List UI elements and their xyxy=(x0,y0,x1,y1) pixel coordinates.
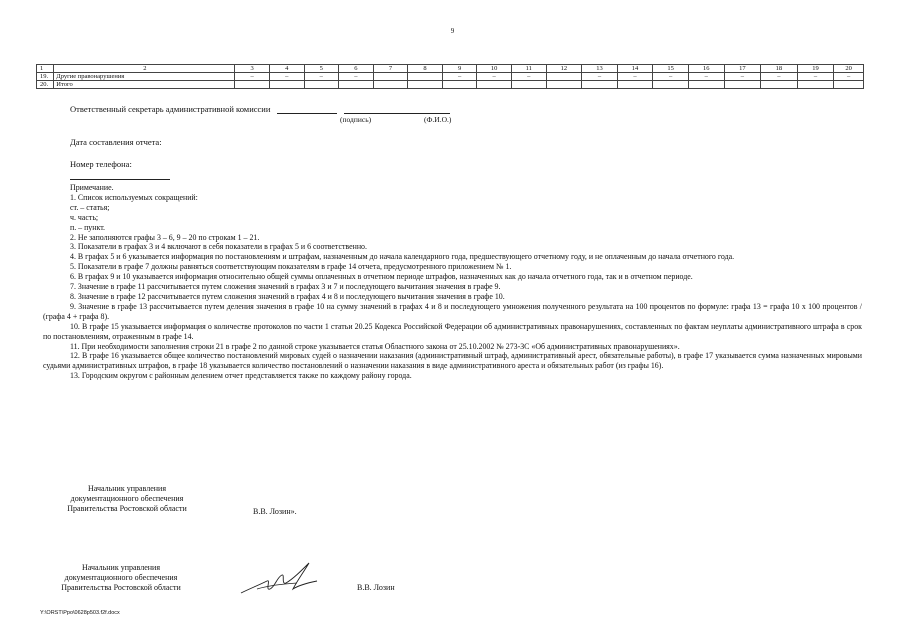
table-cell xyxy=(477,81,512,89)
note-6: 6. В графах 9 и 10 указывается информация относительно общей суммы оплаченных в отчетном периоде штрафов, назначенных как до начала отчетного года, так и в отчетном периоде. xyxy=(70,272,693,282)
table-cell: – xyxy=(834,73,864,81)
column-number: 1 xyxy=(37,65,54,73)
note-12: 12. В графе 16 указывается общее количество постановлений мировых судей о назначении наказания (административный штраф, административный арест, обязательные работы), в графе 17 указывается сумма назначенных мировыми судьями административных штрафов, в графе 18 указывается количество постановлений о назначении наказания в виде административного ареста и обязательных работ (из графы 16). xyxy=(43,351,862,371)
sign1-line2: документационного обеспечения xyxy=(70,494,184,503)
table-header-row xyxy=(37,65,864,73)
table-row xyxy=(37,73,864,81)
note-2: 2. Не заполняются графы 3 – 6, 9 – 20 по строкам 1 – 21. xyxy=(70,232,260,242)
abbr-1: ст. – статья; xyxy=(70,202,110,212)
table-cell xyxy=(235,81,270,89)
row-label: Другие правонарушения xyxy=(54,73,235,81)
note-7: 7. Значение в графе 11 рассчитывается путем сложения значений в графах 3 и 7 и последующего вычитания значения в графе 9. xyxy=(70,282,501,292)
sign2-line3: Правительства Ростовской области xyxy=(61,583,181,592)
report-table xyxy=(36,64,864,89)
note-9: 9. Значение в графе 13 рассчитывается путем деления значения в графе 10 на сумму значений в графах 4 и 8 и последующего умножения полученного результата на 100 процентов по формуле: графа 13 = графа 10 x 100 процентов / (графа 4 + графа 8). xyxy=(43,301,862,321)
table-cell: – xyxy=(761,73,798,81)
table-cell xyxy=(408,81,443,89)
note-13: 13. Городским округом с районным делением отчет представляется также по каждому району города. xyxy=(70,371,412,381)
column-number: 17 xyxy=(724,65,761,73)
sign1-line1: Начальник управления xyxy=(87,484,167,493)
column-number: 5 xyxy=(304,65,339,73)
phone-label: Номер телефона: xyxy=(70,159,132,169)
table-row xyxy=(37,81,864,89)
sign1-name: В.В. Лозин». xyxy=(253,507,297,516)
row-number: 20. xyxy=(37,81,54,89)
table-cell xyxy=(546,73,582,81)
sign1-line3: Правительства Ростовской области xyxy=(67,504,187,513)
signature-line xyxy=(277,104,337,114)
column-number: 15 xyxy=(653,65,689,73)
table-cell xyxy=(688,81,724,89)
secretary-row xyxy=(70,104,450,114)
table-cell xyxy=(582,81,618,89)
table-cell: – xyxy=(582,73,618,81)
row-number: 19. xyxy=(37,73,54,81)
table-cell: – xyxy=(304,73,339,81)
table-cell: – xyxy=(724,73,761,81)
signature-block-2 xyxy=(36,563,206,593)
column-number: 9 xyxy=(442,65,477,73)
table-cell xyxy=(761,81,798,89)
table-cell xyxy=(797,81,834,89)
table-cell xyxy=(339,81,374,89)
table-cell xyxy=(304,81,339,89)
note-4: 4. В графах 5 и 6 указывается информация по постановлениям и штрафам, назначенным до начала календарного года, предшествующего отчетному году, и не оплаченным до начала отчетного года. xyxy=(70,252,735,262)
table-cell: – xyxy=(688,73,724,81)
page-number: 9 xyxy=(450,27,455,35)
note-1: 1. Список используемых сокращений: xyxy=(70,192,198,202)
table-cell: – xyxy=(235,73,270,81)
note-8: 8. Значение в графе 12 рассчитывается путем сложения значений в графах 4 и 8 и последующего вычитания значения в графе 10. xyxy=(70,291,505,301)
table-cell xyxy=(511,81,546,89)
column-number: 13 xyxy=(582,65,618,73)
note-5: 5. Показатели в графе 7 должны равняться соответствующим показателям в графе 14 отчета, предусмотренного приложением № 1. xyxy=(70,262,512,272)
table-cell xyxy=(546,81,582,89)
table-cell: – xyxy=(477,73,512,81)
column-number: 2 xyxy=(54,65,235,73)
sign2-line2: документационного обеспечения xyxy=(64,573,178,582)
sign2-name: В.В. Лозин xyxy=(357,583,395,592)
table-cell xyxy=(373,73,408,81)
date-label: Дата составления отчета: xyxy=(70,137,162,147)
column-number: 3 xyxy=(235,65,270,73)
column-number: 16 xyxy=(688,65,724,73)
table-cell: – xyxy=(339,73,374,81)
table-cell: – xyxy=(653,73,689,81)
abbr-3: п. – пункт. xyxy=(70,222,106,232)
column-number: 18 xyxy=(761,65,798,73)
secretary-label: Ответственный секретарь административной комиссии xyxy=(70,104,271,114)
handwritten-signature xyxy=(237,559,327,599)
column-number: 11 xyxy=(511,65,546,73)
notes-title: Примечание. xyxy=(70,183,114,192)
signature-caption: (подпись) xyxy=(340,115,372,124)
sign2-line1: Начальник управления xyxy=(81,563,161,572)
name-caption: (Ф.И.О.) xyxy=(424,115,452,124)
table-cell xyxy=(724,81,761,89)
name-line xyxy=(344,104,450,114)
table-cell: – xyxy=(617,73,653,81)
column-number: 8 xyxy=(408,65,443,73)
note-10: 10. В графе 15 указывается информация о количестве протоколов по части 1 статьи 20.25 Кодекса Российской Федерации об административных правонарушениях, составленных по фактам неуплаты административного штрафа в срок по постановлениям, отраженным в графе 14. xyxy=(43,321,862,341)
abbr-2: ч. часть; xyxy=(70,212,99,222)
column-number: 4 xyxy=(269,65,304,73)
file-path: Y:\ORST\Ppo\0628p503.f2f.docx xyxy=(40,610,120,616)
note-3: 3. Показатели в графах 3 и 4 включают в себя показатели в графах 5 и 6 соответственно. xyxy=(70,242,367,252)
column-number: 6 xyxy=(339,65,374,73)
column-number: 14 xyxy=(617,65,653,73)
note-11: 11. При необходимости заполнения строки 21 в графе 2 по данной строке указывается статья Областного закона от 25.10.2002 № 273-ЗС «Об административных правонарушениях». xyxy=(70,341,680,351)
table-cell xyxy=(269,81,304,89)
footnote-rule xyxy=(70,179,170,180)
table-cell xyxy=(373,81,408,89)
table-cell: – xyxy=(797,73,834,81)
table-cell xyxy=(442,81,477,89)
table-cell: – xyxy=(511,73,546,81)
column-number: 19 xyxy=(797,65,834,73)
table-cell xyxy=(834,81,864,89)
table-cell xyxy=(653,81,689,89)
signature-block-1 xyxy=(42,484,212,514)
table-cell xyxy=(617,81,653,89)
column-number: 10 xyxy=(477,65,512,73)
table-cell: – xyxy=(442,73,477,81)
column-number: 20 xyxy=(834,65,864,73)
column-number: 7 xyxy=(373,65,408,73)
table-cell xyxy=(408,73,443,81)
notes-section xyxy=(43,183,862,381)
table-cell: – xyxy=(269,73,304,81)
column-number: 12 xyxy=(546,65,582,73)
row-label: Итого xyxy=(54,81,235,89)
